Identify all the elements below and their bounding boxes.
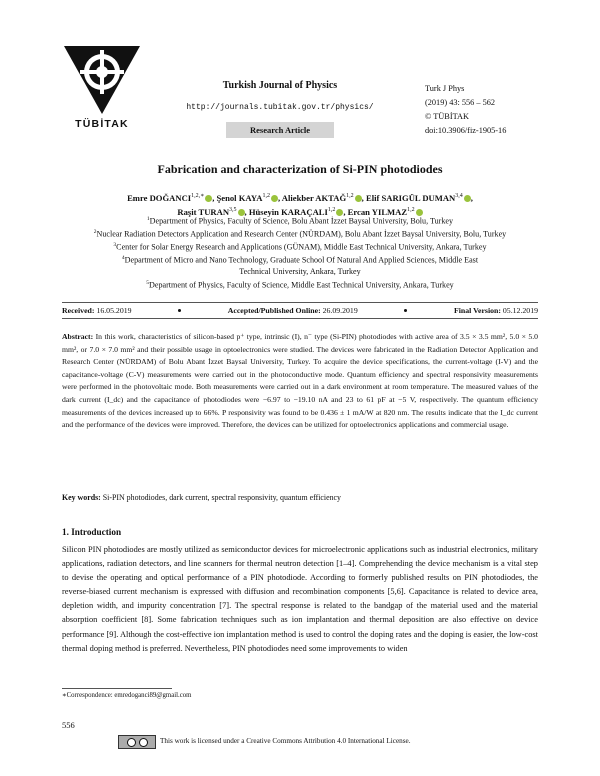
citation-block xyxy=(425,82,506,138)
author: Elif SARIGÜL DUMAN$^{3,4}$ , xyxy=(365,192,473,203)
creative-commons-icon[interactable] xyxy=(118,735,156,749)
accepted-date: Accepted/Published Online: 26.09.2019 xyxy=(227,306,358,315)
affiliation: $^1$Department of Physics, Faculty of Science, Bolu Abant İzzet Baysal University, Bolu, Turkey xyxy=(146,216,454,226)
author: Ercan YILMAZ$^{1,2}$ xyxy=(348,207,423,217)
author: Raşit TURAN$^{3,5}$ , xyxy=(177,207,249,218)
journal-block xyxy=(185,80,375,138)
page-number: 556 xyxy=(62,720,75,730)
received-date: Received: 16.05.2019 xyxy=(62,306,132,315)
citation-volume: (2019) 43: 556 – 562 xyxy=(425,98,496,107)
separator-dot-icon xyxy=(178,309,181,312)
journal-url[interactable]: http://journals.tubitak.gov.tr/physics/ xyxy=(186,103,374,112)
final-date: Final Version: 05.12.2019 xyxy=(453,306,538,315)
orcid-icon[interactable] xyxy=(355,195,362,202)
orcid-icon[interactable] xyxy=(464,195,471,202)
author: Aliekber AKTAĞ$^{1,2}$ , xyxy=(281,192,366,203)
correspondence-footnote: ∗Correspondence: emredoganci89@gmail.com xyxy=(62,692,192,699)
journal-title: Turkish Journal of Physics xyxy=(222,80,338,91)
keywords xyxy=(62,493,538,502)
keywords-label: Key words: xyxy=(62,493,101,502)
dates-bar xyxy=(62,302,538,319)
license-text: This work is licensed under a Creative Commons Attribution 4.0 International License. xyxy=(160,737,411,745)
affiliations xyxy=(60,214,540,291)
tubitak-logo xyxy=(62,44,142,130)
abstract xyxy=(62,331,538,432)
tubitak-emblem-icon xyxy=(62,44,142,116)
citation-copyright: © TÜBİTAK xyxy=(425,112,469,121)
footnote-divider xyxy=(62,688,172,689)
author: Hüseyin KARAÇALI$^{1,2}$ , xyxy=(248,207,348,218)
author: Şenol KAYA$^{1,2}$ , xyxy=(216,192,282,203)
article-type-badge: Research Article xyxy=(226,122,334,138)
logo-text: TÜBİTAK xyxy=(75,118,129,130)
affiliation: $^5$Department of Physics, Faculty of Science, Middle East Technical University, Ankara, Turkey xyxy=(146,279,454,290)
keywords-text: Si-PIN photodiodes, dark current, spectral responsivity, quantum efficiency xyxy=(102,493,341,502)
abstract-text: In this work, characteristics of silicon-based p⁺ type, intrinsic (I), n⁻ type (Si-PIN) photodiodes with active area of 3.5 × 3.5 mm², 5.0 × 5.0 mm², or 7.0 × 7.0 mm² and their possible usage in optoelectronics were studied. The devices were fabricated in the Radiation Detector Application and Research Center (NÜRDAM) of Bolu Abant İzzet Baysal University, Turkey. To acquire the device specifications, the current-voltage (I-V) and the capacitance-voltage (C-V) measurements were carried out in the photoconductive mode. Quantum efficiency and spectral responsivity measurements were performed in the photovoltaic mode. Both measurements were carried out in a dark environment at room temperature. The measured values of the dark current (I_dc) and the capacitance of photodiodes were −6.97 to −19.10 nA and 23 to 61 pF at −5 V, respectively. The quantum efficiency measurements of the devices increased up to 66%. P responsivity was found to be 0.436 ± 1 mA/W at 820 nm. The results indicate that the I_dc current and the performance of the devices were improved. Therefore, the devices can be utilized for optoelectronics applications and commercial usage. xyxy=(62,332,539,430)
paper-title: Fabrication and characterization of Si-PIN photodiodes xyxy=(157,162,443,176)
affiliation: $^3$Center for Solar Energy Research and Applications (GÜNAM), Middle East Technical University, Ankara, Turkey xyxy=(113,242,487,252)
orcid-icon[interactable] xyxy=(271,195,278,202)
citation-journal: Turk J Phys xyxy=(425,84,465,93)
citation-doi[interactable]: doi:10.3906/fiz-1905-16 xyxy=(425,126,507,135)
affiliation: $^2$Nuclear Radiation Detectors Application and Research Center (NÜRDAM), Bolu Abant İzzet Baysal University, Bolu, Turkey xyxy=(93,229,507,239)
author: Emre $DOĞANCI^{1,2,∗}$ , xyxy=(127,192,217,203)
introduction-text: Silicon PIN photodiodes are mostly utilized as semiconductor devices for microelectronic applications such as industrial electronics, military applications, radiation detectors, and line scanners for thermal neutron detection [1–4]. Comprehending the device mechanism is a vital step to devise the operating and optical performance of a PIN photodiode. According to formerly published results on PIN photodiodes, the reverse-biased current mechanism is expressed with diffusion and recombination components [5,6]. Capacitance is related to device area, depletion width, and impurity concentration [7]. The spectral response is related to the bandgap of the material used and the material absorption coefficient [8]. Some fabrication techniques such as ion implantation and thermal deposition are also effective on device performance [9]. Although the cost-effective ion implantation method is used to control the doping rates and the doping is easier, the low-cost thermal doping method is preferred. Nevertheless, PIN photodiodes need some improvements to widen xyxy=(62,545,538,653)
section-heading: 1. Introduction xyxy=(62,527,122,537)
affiliation: $^4$Department of Micro and Nano Technology, Graduate School Of Natural And Applied Sciences, Middle East Technical University, Ankara, Turkey xyxy=(121,255,479,277)
abstract-label: Abstract: xyxy=(62,332,94,341)
separator-dot-icon xyxy=(404,309,407,312)
